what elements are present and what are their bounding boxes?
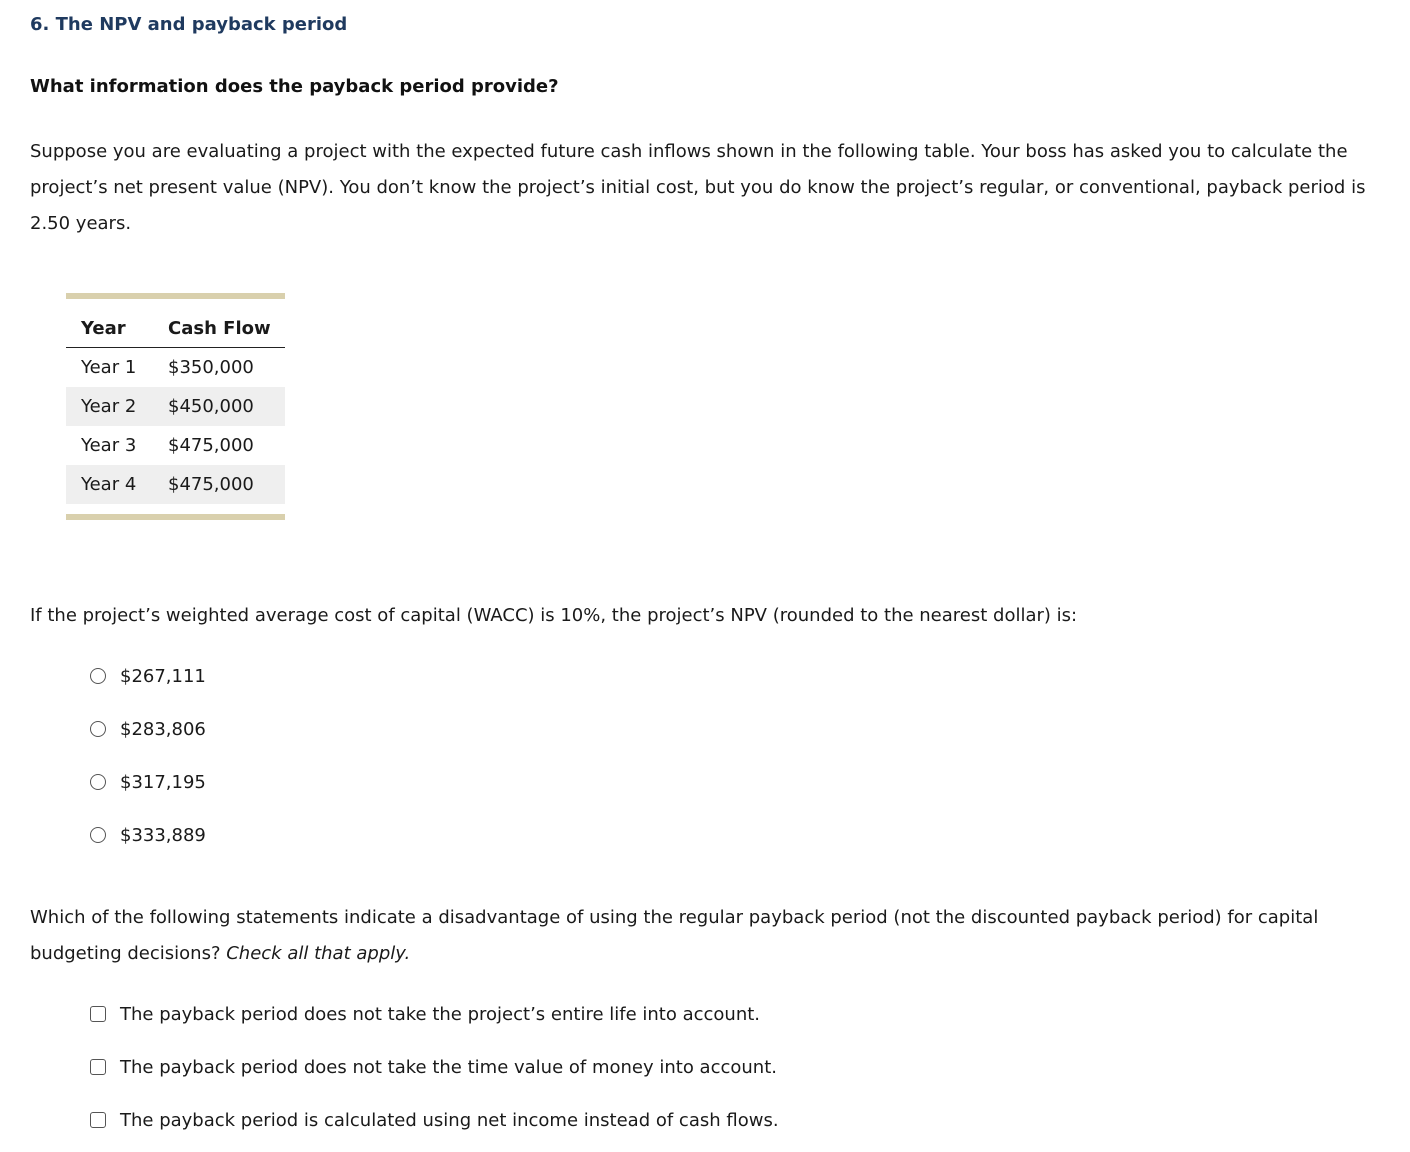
option-label: The payback period is calculated using net income instead of cash flows. <box>120 1109 779 1131</box>
radio-button[interactable] <box>90 827 106 843</box>
npv-option-1[interactable] <box>90 661 206 691</box>
cash-flow-table-container <box>66 293 285 520</box>
year-cell: Year 2 <box>66 387 153 426</box>
cash-flow-table <box>66 309 285 504</box>
table-top-rule <box>66 293 285 299</box>
radio-button[interactable] <box>90 721 106 737</box>
option-label: $267,111 <box>120 665 206 687</box>
table-row <box>66 426 285 465</box>
cash-flow-cell: $475,000 <box>153 465 285 504</box>
intro-paragraph <box>30 134 1382 242</box>
table-header-row <box>66 309 285 348</box>
npv-option-3[interactable] <box>90 767 206 797</box>
disadvantage-option-3[interactable] <box>90 1105 779 1135</box>
header-year: Year <box>66 309 153 348</box>
npv-option-4[interactable] <box>90 820 206 850</box>
table-bottom-rule <box>66 514 285 520</box>
intro-line: project’s net present value (NPV). You don’t know the project’s initial cost, but you do know the project’s regular, or conventional, payback period is <box>30 177 1366 198</box>
prompt-emphasis: Check all that apply. <box>226 943 411 964</box>
table-row <box>66 387 285 426</box>
prompt-line: Which of the following statements indicate a disadvantage of using the regular payback period (not the discounted payback period) for capital <box>30 907 1319 928</box>
intro-line: Suppose you are evaluating a project with the expected future cash inflows shown in the following table. Your boss has asked you to calculate the <box>30 141 1348 162</box>
section-subtitle: What information does the payback period provide? <box>30 76 559 97</box>
radio-button[interactable] <box>90 668 106 684</box>
npv-option-2[interactable] <box>90 714 206 744</box>
year-cell: Year 3 <box>81 435 137 456</box>
prompt-text: budgeting decisions? <box>30 943 227 964</box>
table-row <box>66 348 285 388</box>
npv-question-prompt: If the project’s weighted average cost of capital (WACC) is 10%, the project’s NPV (rounded to the nearest dollar) is: <box>30 605 1078 626</box>
radio-button[interactable] <box>90 774 106 790</box>
cash-flow-cell: $350,000 <box>168 357 254 378</box>
checkbox[interactable] <box>90 1006 106 1022</box>
cash-flow-cell: $450,000 <box>153 387 285 426</box>
checkbox[interactable] <box>90 1112 106 1128</box>
year-cell: Year 4 <box>66 465 153 504</box>
table-row <box>66 465 285 504</box>
prompt-line <box>30 936 1382 972</box>
disadvantage-question-prompt <box>30 900 1382 972</box>
option-label: $283,806 <box>120 718 206 740</box>
cash-flow-cell: $475,000 <box>168 435 254 456</box>
disadvantage-option-1[interactable] <box>90 999 760 1029</box>
option-label: $333,889 <box>120 824 206 846</box>
option-label: The payback period does not take the time value of money into account. <box>120 1056 777 1078</box>
section-title: 6. The NPV and payback period <box>30 14 348 35</box>
disadvantage-option-2[interactable] <box>90 1052 777 1082</box>
option-label: The payback period does not take the project’s entire life into account. <box>120 1003 761 1025</box>
checkbox[interactable] <box>90 1059 106 1075</box>
year-cell: Year 1 <box>81 357 137 378</box>
option-label: $317,195 <box>120 771 206 793</box>
header-cash-flow: Cash Flow <box>153 309 285 348</box>
intro-line: 2.50 years. <box>30 213 132 234</box>
